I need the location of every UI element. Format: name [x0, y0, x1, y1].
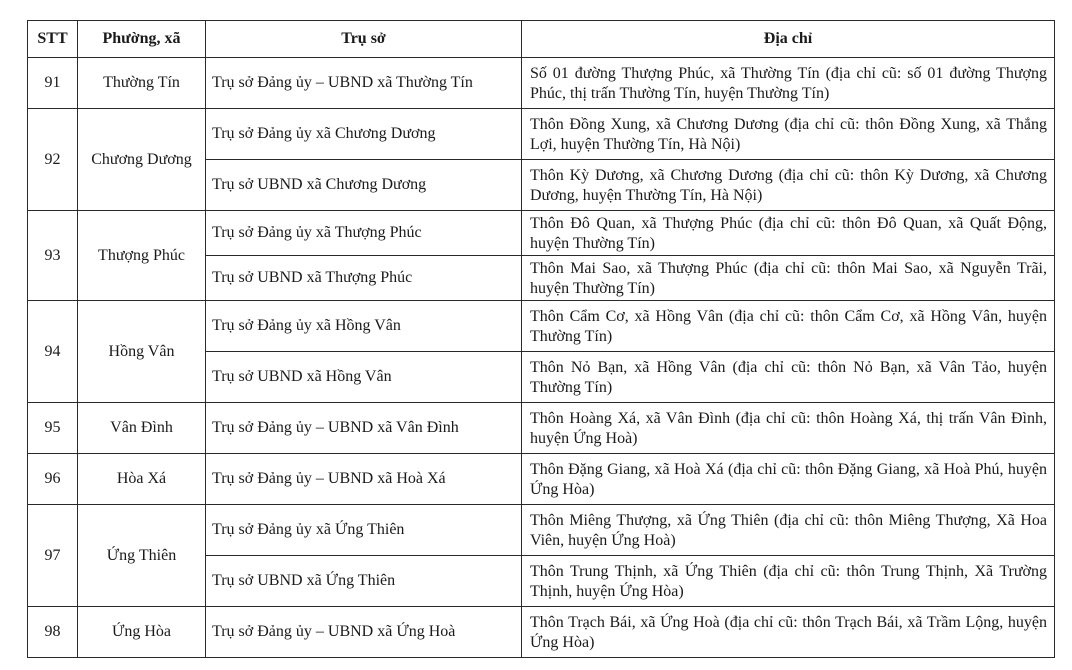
office-name: Trụ sở Đảng ủy xã Ứng Thiên	[206, 505, 522, 556]
table-row	[28, 301, 1055, 352]
header-stt: STT	[28, 21, 78, 58]
office-name: Trụ sở UBND xã Thượng Phúc	[206, 256, 522, 301]
row-ward: Hồng Vân	[78, 301, 206, 403]
table-row	[28, 211, 1055, 256]
office-address: Thôn Miêng Thượng, xã Ứng Thiên (địa chỉ cũ: thôn Miêng Thượng, Xã Hoa Viên, huyện Ứng Hoà)	[522, 505, 1055, 556]
row-ward: Ứng Thiên	[78, 505, 206, 607]
office-address: Thôn Đồng Xung, xã Chương Dương (địa chỉ cũ: thôn Đồng Xung, xã Thắng Lợi, huyện Thường Tín, Hà Nội)	[522, 109, 1055, 160]
table-row	[28, 607, 1055, 658]
row-ward: Thượng Phúc	[78, 211, 206, 301]
table-row	[28, 505, 1055, 556]
office-address: Thôn Trạch Bái, xã Ứng Hoà (địa chỉ cũ: thôn Trạch Bái, xã Trầm Lộng, huyện Ứng Hòa)	[522, 607, 1055, 658]
row-ward: Thường Tín	[78, 58, 206, 109]
office-name: Trụ sở Đảng ủy – UBND xã Vân Đình	[206, 403, 522, 454]
table-header-row	[28, 21, 1055, 58]
row-ward: Hòa Xá	[78, 454, 206, 505]
office-address: Thôn Nỏ Bạn, xã Hồng Vân (địa chỉ cũ: thôn Nỏ Bạn, xã Vân Tảo, huyện Thường Tín)	[522, 352, 1055, 403]
office-name: Trụ sở UBND xã Chương Dương	[206, 160, 522, 211]
office-address: Thôn Đặng Giang, xã Hoà Xá (địa chỉ cũ: thôn Đặng Giang, xã Hoà Phú, huyện Ứng Hòa)	[522, 454, 1055, 505]
row-stt: 95	[28, 403, 78, 454]
office-name: Trụ sở Đảng ủy – UBND xã Hoà Xá	[206, 454, 522, 505]
header-dia-chi: Địa chỉ	[522, 21, 1055, 58]
office-name: Trụ sở Đảng ủy xã Thượng Phúc	[206, 211, 522, 256]
row-stt: 97	[28, 505, 78, 607]
row-stt: 91	[28, 58, 78, 109]
office-address: Thôn Cẩm Cơ, xã Hồng Vân (địa chỉ cũ: thôn Cẩm Cơ, xã Hồng Vân, huyện Thường Tín)	[522, 301, 1055, 352]
office-address-table	[27, 20, 1055, 658]
header-tru-so: Trụ sở	[206, 21, 522, 58]
row-stt: 94	[28, 301, 78, 403]
office-address-table-wrap	[27, 20, 1054, 658]
row-ward: Chương Dương	[78, 109, 206, 211]
office-address: Thôn Trung Thịnh, xã Ứng Thiên (địa chỉ cũ: thôn Trung Thịnh, Xã Trường Thịnh, huyện Ứng Hòa)	[522, 556, 1055, 607]
office-address: Thôn Hoàng Xá, xã Vân Đình (địa chỉ cũ: thôn Hoàng Xá, thị trấn Vân Đình, huyện Ứng Hoà)	[522, 403, 1055, 454]
row-stt: 96	[28, 454, 78, 505]
office-address: Thôn Mai Sao, xã Thượng Phúc (địa chỉ cũ: thôn Mai Sao, xã Nguyễn Trãi, huyện Thường Tín)	[522, 256, 1055, 301]
office-address: Số 01 đường Thượng Phúc, xã Thường Tín (địa chỉ cũ: số 01 đường Thượng Phúc, thị trấn Thường Tín, huyện Thường Tín)	[522, 58, 1055, 109]
office-name: Trụ sở UBND xã Hồng Vân	[206, 352, 522, 403]
row-stt: 93	[28, 211, 78, 301]
office-address: Thôn Kỳ Dương, xã Chương Dương (địa chỉ cũ: thôn Kỳ Dương, xã Chương Dương, huyện Thường Tín, Hà Nội)	[522, 160, 1055, 211]
office-name: Trụ sở UBND xã Ứng Thiên	[206, 556, 522, 607]
header-phuong-xa: Phường, xã	[78, 21, 206, 58]
table-row	[28, 403, 1055, 454]
table-row	[28, 454, 1055, 505]
row-stt: 98	[28, 607, 78, 658]
row-stt: 92	[28, 109, 78, 211]
row-ward: Ứng Hòa	[78, 607, 206, 658]
row-ward: Vân Đình	[78, 403, 206, 454]
table-row	[28, 109, 1055, 160]
office-address: Thôn Đô Quan, xã Thượng Phúc (địa chỉ cũ: thôn Đô Quan, xã Quất Động, huyện Thường Tín)	[522, 211, 1055, 256]
office-name: Trụ sở Đảng ủy xã Chương Dương	[206, 109, 522, 160]
office-name: Trụ sở Đảng ủy xã Hồng Vân	[206, 301, 522, 352]
table-row	[28, 58, 1055, 109]
office-name: Trụ sở Đảng ủy – UBND xã Ứng Hoà	[206, 607, 522, 658]
office-name: Trụ sở Đảng ủy – UBND xã Thường Tín	[206, 58, 522, 109]
